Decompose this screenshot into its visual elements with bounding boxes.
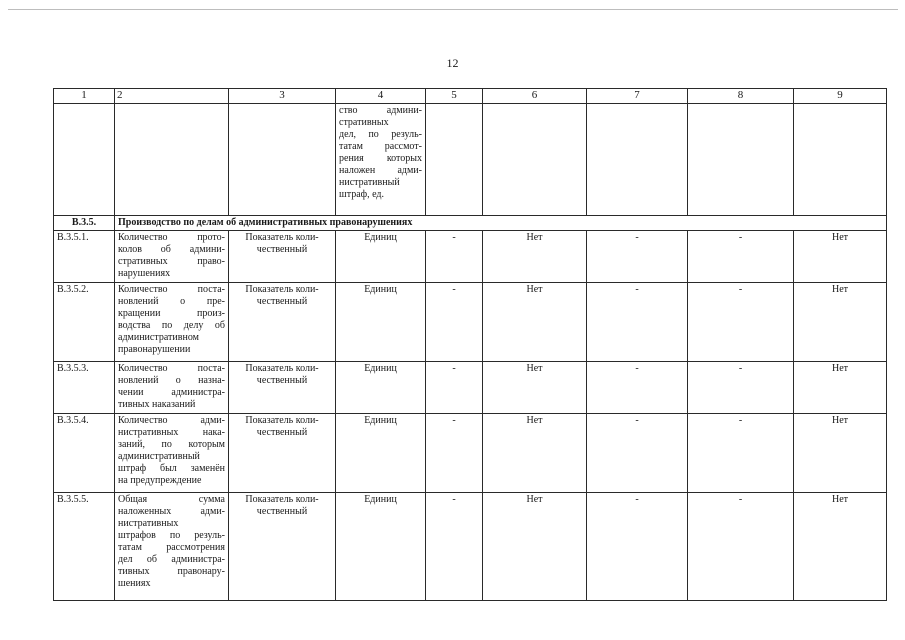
- unit-cell: Единиц: [336, 231, 426, 283]
- indicator-code: В.3.5.5.: [54, 493, 115, 601]
- value-cell-5: -: [426, 493, 483, 601]
- table-row: [54, 414, 887, 493]
- indicator-type: [229, 414, 336, 493]
- page-top-rule: [8, 9, 898, 10]
- text-line: кращении произ-: [118, 308, 225, 319]
- text-line: чественный: [256, 375, 308, 386]
- text-line: колов об админи-: [118, 244, 225, 255]
- col-header-5: 5: [426, 89, 483, 104]
- text-line: административном: [118, 332, 199, 343]
- continuation-text-cell: [336, 104, 426, 216]
- col-header-3: 3: [229, 89, 336, 104]
- value-cell-6: Нет: [483, 414, 587, 493]
- indicator-name: [115, 231, 229, 283]
- text-line: правонарушении: [118, 344, 191, 355]
- text-line: Количество адми-: [118, 415, 225, 426]
- text-line: тивных правонару-: [118, 566, 225, 577]
- text-line: нарушениях: [118, 268, 171, 279]
- value-cell-5: -: [426, 283, 483, 362]
- unit-cell: Единиц: [336, 362, 426, 414]
- table-cell: [483, 104, 587, 216]
- text-line: татам рассмотрения: [118, 542, 225, 553]
- col-header-2: 2: [115, 89, 229, 104]
- value-cell-6: Нет: [483, 283, 587, 362]
- indicator-name: [115, 414, 229, 493]
- section-code: В.3.5.: [54, 216, 115, 231]
- text-line: заний, по которым: [118, 439, 225, 450]
- indicator-type: [229, 283, 336, 362]
- text-line: штраф был заменён: [118, 463, 225, 474]
- text-line: Количество поста-: [118, 363, 225, 374]
- table-cell: [587, 104, 688, 216]
- section-row: [54, 216, 887, 231]
- text-line: Показатель коли-: [245, 363, 319, 374]
- text-line: нистративный: [339, 177, 400, 188]
- value-cell-5: -: [426, 414, 483, 493]
- text-line: чественный: [256, 506, 308, 517]
- indicator-name: [115, 493, 229, 601]
- text-line: татам рассмот-: [339, 141, 422, 152]
- text-line: Показатель коли-: [245, 415, 319, 426]
- continuation-row: [54, 104, 887, 216]
- text-line: дел, по резуль-: [339, 129, 422, 140]
- col-header-8: 8: [688, 89, 794, 104]
- value-cell-7: -: [587, 283, 688, 362]
- value-cell-9: Нет: [794, 414, 887, 493]
- unit-cell: Единиц: [336, 414, 426, 493]
- text-line: шениях: [118, 578, 151, 589]
- indicator-type: [229, 362, 336, 414]
- table-row: [54, 283, 887, 362]
- text-line: Количество прото-: [118, 232, 225, 243]
- text-line: стративных право-: [118, 256, 225, 267]
- text-line: нистративных: [118, 518, 179, 529]
- text-line: ство админи-: [339, 105, 422, 116]
- value-cell-6: Нет: [483, 231, 587, 283]
- text-line: стративных: [339, 117, 389, 128]
- unit-cell: Единиц: [336, 283, 426, 362]
- indicator-code: В.3.5.4.: [54, 414, 115, 493]
- unit-cell: Единиц: [336, 493, 426, 601]
- indicator-code: В.3.5.2.: [54, 283, 115, 362]
- table-cell: [688, 104, 794, 216]
- text-line: дел об администра-: [118, 554, 225, 565]
- table-row: [54, 362, 887, 414]
- value-cell-9: Нет: [794, 493, 887, 601]
- text-line: Общая сумма: [118, 494, 225, 505]
- text-line: чественный: [256, 427, 308, 438]
- text-line: штраф, ед.: [339, 189, 385, 200]
- text-line: наложенных адми-: [118, 506, 225, 517]
- col-header-7: 7: [587, 89, 688, 104]
- text-line: рения которых: [339, 153, 422, 164]
- col-header-4: 4: [336, 89, 426, 104]
- indicator-code: В.3.5.1.: [54, 231, 115, 283]
- table-row: [54, 231, 887, 283]
- indicator-code: В.3.5.3.: [54, 362, 115, 414]
- col-header-9: 9: [794, 89, 887, 104]
- text-line: новлений о пре-: [118, 296, 225, 307]
- text-line: Показатель коли-: [245, 284, 319, 295]
- value-cell-7: -: [587, 231, 688, 283]
- text-line: на предупреждение: [118, 475, 202, 486]
- section-title: Производство по делам об административных правонарушениях: [115, 216, 887, 231]
- text-line: Показатель коли-: [245, 232, 319, 243]
- value-cell-7: -: [587, 493, 688, 601]
- text-line: чественный: [256, 244, 308, 255]
- text-line: нистративных нака-: [118, 427, 225, 438]
- value-cell-7: -: [587, 362, 688, 414]
- page-number: 12: [446, 56, 459, 70]
- text-line: водства по делу об: [118, 320, 225, 331]
- text-line: административный: [118, 451, 200, 462]
- table-cell: [54, 104, 115, 216]
- text-line: штрафов по резуль-: [118, 530, 225, 541]
- indicator-name: [115, 283, 229, 362]
- indicator-type: [229, 231, 336, 283]
- value-cell-6: Нет: [483, 362, 587, 414]
- value-cell-6: Нет: [483, 493, 587, 601]
- value-cell-8: -: [688, 283, 794, 362]
- indicator-table: [53, 88, 887, 601]
- value-cell-8: -: [688, 493, 794, 601]
- value-cell-9: Нет: [794, 362, 887, 414]
- text-line: Показатель коли-: [245, 494, 319, 505]
- table-cell: [426, 104, 483, 216]
- value-cell-8: -: [688, 414, 794, 493]
- table-cell: [115, 104, 229, 216]
- text-line: чественный: [256, 296, 308, 307]
- value-cell-9: Нет: [794, 231, 887, 283]
- table-cell: [229, 104, 336, 216]
- value-cell-7: -: [587, 414, 688, 493]
- text-line: чении администра-: [118, 387, 225, 398]
- value-cell-9: Нет: [794, 283, 887, 362]
- col-header-6: 6: [483, 89, 587, 104]
- value-cell-8: -: [688, 362, 794, 414]
- table-row: [54, 493, 887, 601]
- col-header-1: 1: [54, 89, 115, 104]
- text-line: наложен адми-: [339, 165, 422, 176]
- value-cell-5: -: [426, 362, 483, 414]
- table-cell: [794, 104, 887, 216]
- value-cell-5: -: [426, 231, 483, 283]
- indicator-type: [229, 493, 336, 601]
- text-line: Количество поста-: [118, 284, 225, 295]
- value-cell-8: -: [688, 231, 794, 283]
- text-line: тивных наказаний: [118, 399, 196, 410]
- column-number-row: [54, 89, 887, 104]
- text-line: новлений о назна-: [118, 375, 225, 386]
- indicator-name: [115, 362, 229, 414]
